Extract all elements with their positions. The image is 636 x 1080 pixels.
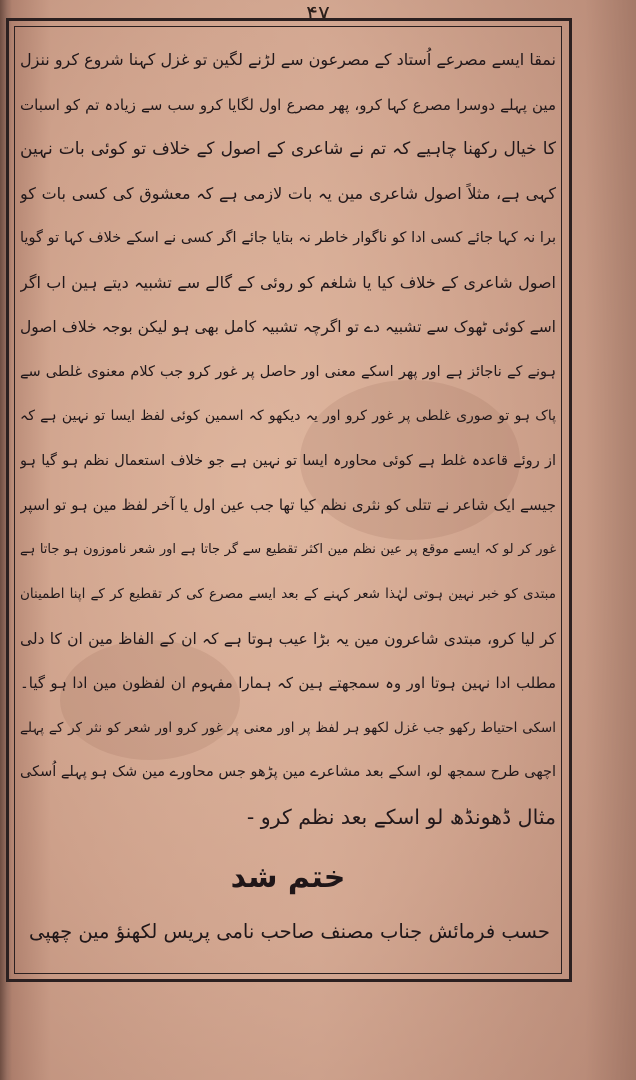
text-line: نمقا ایسے مصرعے اُستاد کے مصرعون سے لڑنے لگین تو غزل کہنا شروع کرو ننزل: [20, 50, 556, 69]
text-line: برا نہ کہا جائے کسی ادا کو ناگوار خاطر نہ بتایا جائے اگر کسی نے اسکے خلاف کہا تو گویا: [20, 230, 556, 246]
page-number: ۴۷: [306, 2, 330, 27]
text-line: کر لیا کرو، مبتدی شاعرون مین یہ بڑا عیب ہوتا ہے کہ ان کے الفاظ مین ان کا دلی: [20, 629, 556, 648]
text-line: اسے کوئی ٹھوک سے تشبیہ دے تو اگرچہ تشبیہ کامل بھی ہو لیکن بوجہ خلاف اصول: [20, 318, 556, 336]
text-line: جیسے ایک شاعر نے تتلی کو نثری نظم کیا تھا جب عین اول یا آخر لفظ مین ہو تو اسپر: [20, 496, 556, 514]
text-line: پاک ہو تو صوری غلطی پر غور کرو اور یہ دیکھو کہ اسمین کوئی لفظ ایسا تو نہین ہے کہ: [20, 408, 556, 424]
closing-heading: ختم شد: [230, 860, 346, 895]
body-text: [20, 38, 556, 839]
text-line: غور کر لو کہ ایسے موقع پر عین نظم مین اکثر تقطیع سے گر جاتا ہے اور شعر ناموزون ہو جاتا ہے: [20, 541, 556, 557]
text-line: کا خیال رکھنا چاہیے کہ تم نے شاعری کے اصول کے خلاف تو کوئی بات نہین: [20, 139, 556, 159]
text-line: مطلب ادا نہین ہوتا اور وہ سمجھتے ہین کہ ہمارا مفہوم ان لفظون مین ادا ہو گیا۔: [20, 674, 556, 692]
text-line: اصول شاعری کے خلاف کیا یا شلغم کو روئی کے گالے سے تشبیہ دیتے ہین اب اگر: [20, 272, 556, 292]
text-line: ہونے کے ناجائز ہے اور پھر اسکے معنی اور حاصل پر غور کرو جب کلام معنوی غلطی سے: [20, 363, 556, 380]
text-line: از روئے قاعدہ غلط ہے کوئی محاورہ ایسا تو نہین ہے جو خلاف استعمال نظم ہو گیا ہو: [20, 452, 556, 469]
printer-imprint: حسب فرمائش جناب مصنف صاحب نامی پریس لکھنؤ مین چھپی: [28, 920, 550, 943]
text-line: مثال ڈھونڈھ لو اسکے بعد نظم کرو -: [246, 804, 556, 829]
text-line: مین پہلے دوسرا مصرع کہا کرو، پھر مصرع اول لگایا کرو سب سے زیادہ تم کو اسبات: [20, 95, 556, 114]
text-line: مبتدی کو خبر نہین ہوتی لہٰذا شعر کہنے کے بعد ایسے مصرع کی کر تقطیع کر کے اپنا اطمینان: [20, 586, 556, 602]
text-line: اچھی طرح سمجھ لو، اسکے بعد مشاعرے مین پڑھو جس محاورے مین شک ہو پہلے اُسکی: [20, 764, 556, 780]
text-line: اسکی احتیاط رکھو جب غزل لکھو ہر لفظ پر اور معنی پر غور کرو اور شعر کو نثر کر کے پہلے: [20, 719, 556, 736]
text-line: کہی ہے، مثلاً اصول شاعری مین یہ بات لازمی ہے کہ معشوق کی کسی بات کو: [20, 183, 556, 203]
